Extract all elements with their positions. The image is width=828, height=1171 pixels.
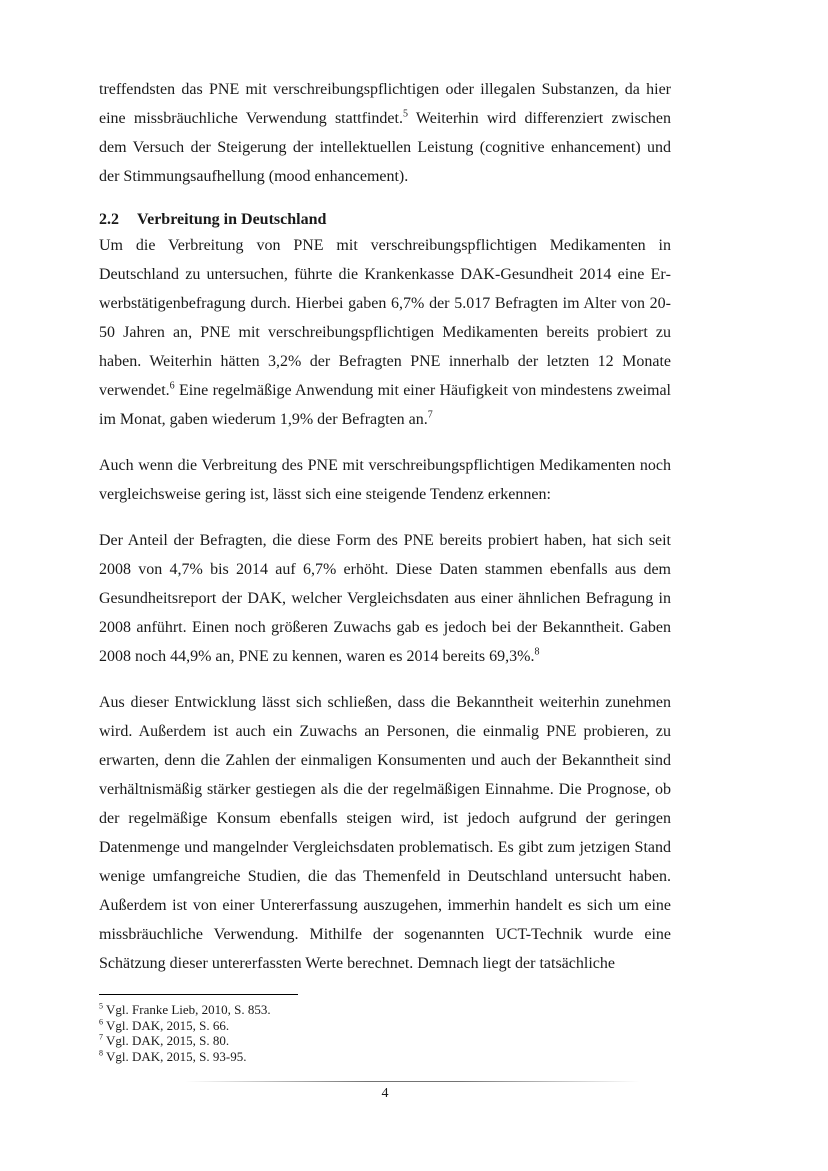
paragraph-text: Um die Verbreitung von PNE mit verschreibungspflichtigen Medikamenten in Deutschland zu untersuchen, führte die Krankenkasse DAK-Gesundheit 2014 eine Erwerbstätigenbefragung durch. Hierbei gaben 6,7% der 5.017 Befragten im Alter von 20-50 Jahren an, PNE mit verschreibungspflichtigen Medikamenten bereits probiert zu haben. Weiterhin hätten 3,2% der Befragten PNE innerhalb der letzten 12 Monate verwendet. [99, 237, 671, 399]
footnote-ref: 6 [169, 380, 175, 392]
footnote-item [99, 1018, 671, 1034]
section-number: 2.2 [99, 211, 119, 228]
body-text [99, 75, 671, 978]
paragraph-intro [99, 75, 671, 191]
footnote-number: 8 [99, 1048, 103, 1058]
page-footer-rule [185, 1081, 640, 1082]
paragraph-survey [99, 231, 671, 434]
footnote-number: 6 [99, 1017, 103, 1027]
footnote-ref: 7 [427, 409, 433, 421]
footnotes [99, 1002, 671, 1064]
footnote-ref: 5 [402, 108, 408, 120]
footnote-text: Vgl. DAK, 2015, S. 66. [103, 1017, 230, 1033]
footnote-ref: 8 [534, 646, 540, 658]
footnote-text: Vgl. Franke Lieb, 2010, S. 853. [103, 1002, 271, 1017]
paragraph-forecast: Aus dieser Entwicklung lässt sich schließen, dass die Bekanntheit weiterhin zunehmen wird. Außerdem ist auch ein Zuwachs an Personen, die einmalig PNE probieren, zu erwarten, denn die Zahlen der einmaligen Konsumenten und auch der Bekanntheit sind verhältnismäßig stärker gestiegen als die der regelmäßigen Einnahme. Die Prognose, ob der regelmäßige Konsum ebenfalls steigen wird, ist jedoch aufgrund der geringen Datenmenge und mangelnder Vergleichsdaten problematisch. Es gibt zum jetzigen Stand wenige umfangreiche Studien, die das Themenfeld in Deutschland untersucht haben. Außerdem ist von einer Untererfassung auszugehen, immerhin handelt es sich um eine missbräuchliche Verwendung. Mithilfe der sogenannten UCT-Technik wurde eine Schätzung dieser untererfassten Werte berechnet. Demnach liegt der tatsächliche [99, 694, 671, 972]
page-number: 4 [381, 1086, 389, 1101]
section-title: Verbreitung in Deutschland [137, 211, 327, 228]
footnote-number: 7 [99, 1032, 103, 1042]
footnote-text: Vgl. DAK, 2015, S. 93-95. [103, 1048, 247, 1064]
footnote-number: 5 [99, 1001, 103, 1011]
paragraph-text: Weiterhin wird differenziert zwischen dem Versuch der Steigerung der intellektuellen Leistung (cognitive enhancement) und der Stimmungsaufhellung (mood enhancement). [99, 110, 671, 185]
footnote-item [99, 1002, 671, 1018]
paragraph-text: Der Anteil der Befragten, die diese Form des PNE bereits probiert haben, hat sich seit 2008 von 4,7% bis 2014 auf 6,7% erhöht. Diese Daten stammen ebenfalls aus dem Gesundheitsreport der DAK, welcher Vergleichsdaten aus einer ähnlichen Befragung in 2008 anführt. Einen noch größeren Zuwachs gab es jedoch bei der Bekanntheit. Gaben 2008 noch 44,9% an, PNE zu kennen, waren es 2014 bereits 69,3%. [99, 532, 671, 665]
footnote-item [99, 1033, 671, 1049]
paragraph-trend: Auch wenn die Verbreitung des PNE mit verschreibungspflichtigen Medikamenten noch vergleichsweise gering ist, lässt sich eine steigende Tendenz erkennen: [99, 457, 671, 503]
footnote-text: Vgl. DAK, 2015, S. 80. [103, 1033, 230, 1048]
footnote-item [99, 1049, 671, 1065]
paragraph-comparison [99, 526, 671, 671]
footnote-separator [99, 994, 298, 995]
section-heading [99, 209, 671, 231]
paragraph-text: Eine regelmäßige Anwendung mit einer Häufigkeit von mindestens zweimal im Monat, gaben wiederum 1,9% der Befragten an. [99, 382, 671, 428]
paragraph-text: treffendsten das PNE mit verschreibungspflichtigen oder illegalen Substanzen, da hier eine missbräuchliche Verwendung stattfindet. [99, 81, 671, 127]
